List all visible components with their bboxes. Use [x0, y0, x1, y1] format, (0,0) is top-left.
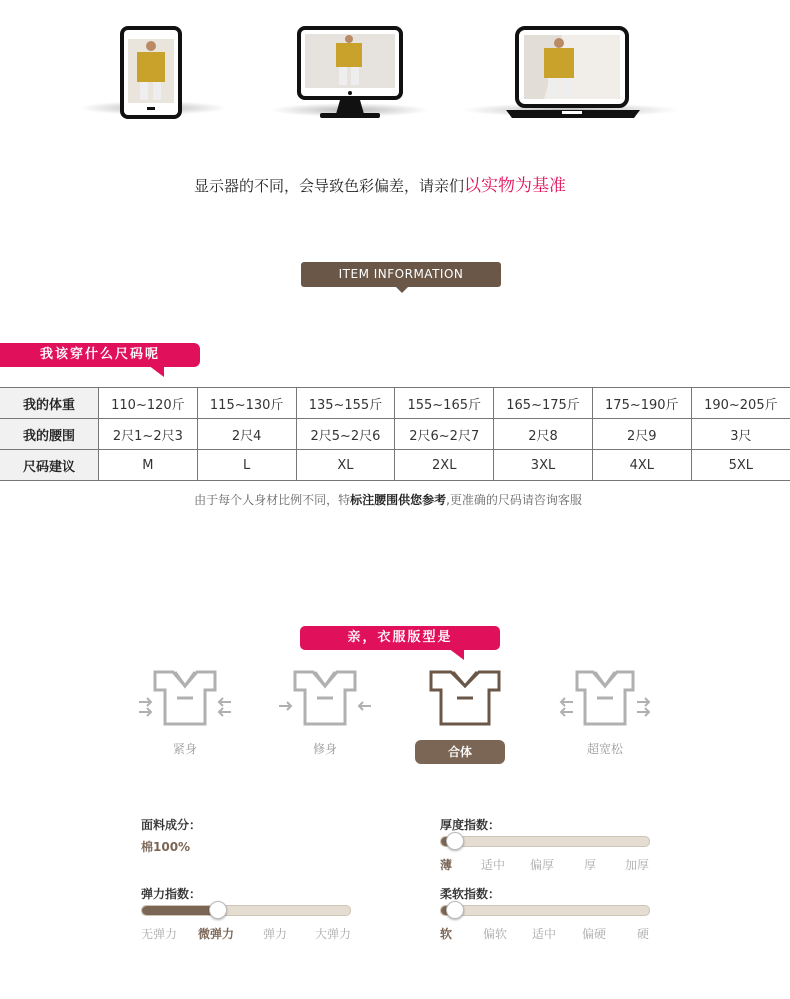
fit-option-loose — [555, 668, 655, 762]
thickness-scale-label: 加厚 — [625, 858, 650, 872]
table-cell: 110~120斤 — [99, 388, 198, 419]
elasticity-slider-fill — [142, 906, 218, 915]
size-table — [0, 387, 790, 481]
table-cell: 2XL — [395, 450, 494, 481]
item-information-banner: ITEM INFORMATION — [301, 262, 501, 287]
softness-scale-label: 偏硬 — [582, 927, 607, 941]
thickness-scale-label: 薄 — [440, 858, 453, 872]
elasticity-scale-label: 无弹力 — [141, 927, 178, 941]
thickness-scale-label: 适中 — [481, 858, 506, 872]
phone-icon — [120, 26, 184, 120]
table-cell: 2尺6~2尺7 — [395, 419, 494, 450]
thickness-slider-knob — [446, 832, 464, 850]
thickness-title: 厚度指数： — [440, 818, 501, 832]
fit-label: 紧身 — [172, 742, 197, 756]
softness-scale-label: 软 — [440, 927, 453, 941]
thickness-scale-label: 厚 — [584, 858, 597, 872]
tshirt-regular-icon — [425, 668, 505, 728]
elasticity-scale-label: 大弹力 — [315, 927, 352, 941]
table-cell: 165~175斤 — [494, 388, 593, 419]
table-cell: 2尺4 — [197, 419, 296, 450]
size-note-bold: 标注腰围供您参考 — [350, 493, 447, 507]
elasticity-slider-knob — [209, 901, 227, 919]
laptop-icon — [504, 26, 642, 120]
fabric-title: 面料成分： — [141, 818, 202, 832]
table-cell: 155~165斤 — [395, 388, 494, 419]
table-cell: M — [99, 450, 198, 481]
elasticity-slider — [141, 905, 351, 916]
table-cell: 2尺1~2尺3 — [99, 419, 198, 450]
fit-section-title: 亲，衣服版型是 — [300, 626, 500, 650]
softness-slider-knob — [446, 901, 464, 919]
table-cell: 3尺 — [691, 419, 790, 450]
fit-label: 修身 — [312, 742, 337, 756]
fit-option-tight — [135, 668, 235, 762]
fit-label-selected: 合体 — [415, 740, 505, 764]
table-cell: 2尺9 — [592, 419, 691, 450]
table-cell: 190~205斤 — [691, 388, 790, 419]
tshirt-loose-icon — [555, 668, 655, 728]
table-cell: 175~190斤 — [592, 388, 691, 419]
thickness-scale-label: 偏厚 — [530, 858, 555, 872]
table-row-size — [0, 450, 790, 481]
row-header: 尺码建议 — [0, 450, 99, 481]
thickness-slider — [440, 836, 650, 847]
size-note — [0, 491, 776, 508]
table-cell: 5XL — [691, 450, 790, 481]
row-header: 我的体重 — [0, 388, 99, 419]
size-section-title: 我该穿什么尺码呢 — [0, 343, 200, 367]
notice-text: 显示器的不同，会导致色彩偏差，请亲们 — [193, 177, 464, 195]
table-cell: 2尺5~2尺6 — [296, 419, 395, 450]
softness-scale-label: 硬 — [637, 927, 650, 941]
monitor-icon — [296, 26, 406, 120]
elasticity-scale-label: 微弹力 — [198, 927, 235, 941]
fit-option-slim — [275, 668, 375, 762]
table-cell: 3XL — [494, 450, 593, 481]
color-difference-notice — [0, 171, 760, 196]
fit-label: 超宽松 — [586, 742, 623, 756]
size-note-text-end: ,更准确的尺码请咨询客服 — [446, 493, 582, 507]
softness-scale-label: 偏软 — [483, 927, 508, 941]
table-row-waist — [0, 419, 790, 450]
softness-title: 柔软指数： — [440, 887, 501, 901]
fit-option-regular — [425, 668, 525, 762]
table-cell: 135~155斤 — [296, 388, 395, 419]
table-cell: 115~130斤 — [197, 388, 296, 419]
row-header: 我的腰围 — [0, 419, 99, 450]
fabric-value: 棉100% — [141, 840, 191, 854]
tshirt-tight-icon — [135, 668, 235, 728]
table-cell: 4XL — [592, 450, 691, 481]
tshirt-slim-icon — [275, 668, 375, 728]
size-note-text: 由于每个人身材比例不同，特 — [194, 493, 351, 507]
elasticity-scale-label: 弹力 — [263, 927, 288, 941]
notice-highlight: 以实物为基准 — [464, 176, 566, 196]
softness-scale-label: 适中 — [532, 927, 557, 941]
elasticity-title: 弹力指数： — [141, 887, 202, 901]
table-row-weight — [0, 388, 790, 419]
softness-slider — [440, 905, 650, 916]
table-cell: L — [197, 450, 296, 481]
table-cell: 2尺8 — [494, 419, 593, 450]
table-cell: XL — [296, 450, 395, 481]
